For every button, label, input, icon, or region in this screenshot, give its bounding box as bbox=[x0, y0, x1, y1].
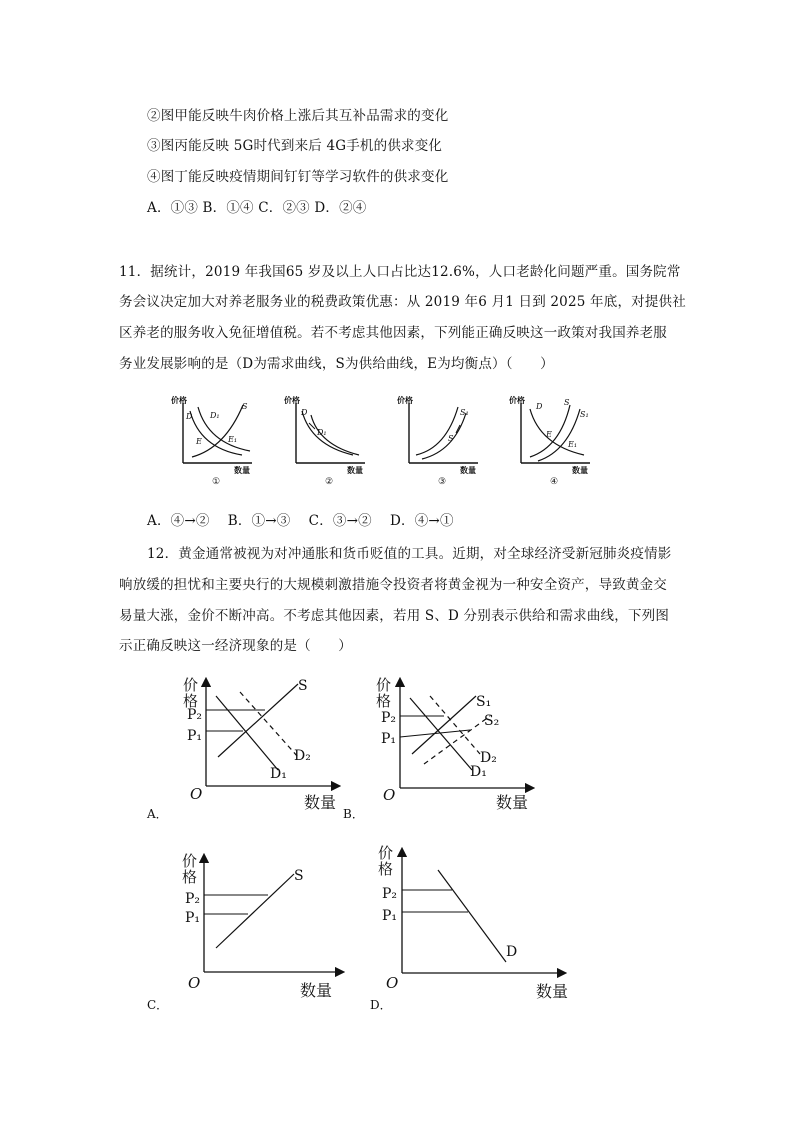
svg-text:P₁: P₁ bbox=[381, 731, 397, 747]
svg-text:D₁: D₁ bbox=[210, 411, 220, 420]
q12-choice-c: C． bbox=[147, 998, 169, 1012]
svg-text:E₁: E₁ bbox=[568, 440, 578, 449]
svg-text:格: 格 bbox=[182, 868, 198, 886]
svg-text:S: S bbox=[564, 398, 570, 407]
svg-text:S: S bbox=[294, 868, 304, 884]
q12-choice-d: D． bbox=[370, 998, 392, 1012]
svg-text:价: 价 bbox=[378, 844, 394, 862]
svg-text:S: S bbox=[448, 434, 454, 443]
svg-text:P₂: P₂ bbox=[187, 707, 203, 723]
svg-text:格: 格 bbox=[378, 860, 394, 878]
svg-text:价格: 价格 bbox=[509, 395, 525, 405]
svg-text:P₁: P₁ bbox=[185, 910, 201, 926]
q12-line-4: 示正确反映这一经济现象的是（ ） bbox=[119, 638, 352, 654]
q12-graph-d bbox=[376, 840, 576, 1000]
prev-option-2: ②图甲能反映牛肉价格上涨后其互补品需求的变化 bbox=[147, 108, 449, 124]
svg-text:数量: 数量 bbox=[572, 465, 588, 475]
svg-text:价: 价 bbox=[182, 852, 198, 870]
svg-text:格: 格 bbox=[183, 692, 199, 710]
svg-text:D: D bbox=[536, 402, 543, 411]
svg-text:D: D bbox=[301, 408, 308, 417]
svg-text:O: O bbox=[386, 974, 399, 992]
svg-text:S₁: S₁ bbox=[476, 694, 492, 710]
svg-text:数量: 数量 bbox=[234, 465, 250, 475]
q11-graph-3 bbox=[396, 393, 496, 487]
svg-text:D₂: D₂ bbox=[480, 750, 497, 766]
svg-text:O: O bbox=[383, 786, 396, 804]
q12-choice-a: A． bbox=[147, 807, 168, 821]
svg-text:D₁: D₁ bbox=[470, 764, 487, 780]
svg-text:价格: 价格 bbox=[171, 395, 187, 405]
svg-text:E: E bbox=[196, 437, 202, 446]
q11-choices: A．④→② B．①→③ C．③→② D．④→① bbox=[147, 513, 454, 529]
svg-text:数量: 数量 bbox=[300, 981, 333, 998]
q12-graph-b bbox=[372, 672, 552, 812]
svg-text:D: D bbox=[506, 944, 518, 960]
q12-line-1: 12．黄金通常被视为对冲通胀和货币贬值的工具。近期，对全球经济受新冠肺炎疫情影 bbox=[147, 546, 672, 562]
svg-text:O: O bbox=[188, 974, 201, 992]
svg-text:E₁: E₁ bbox=[228, 435, 238, 444]
q12-graph-a bbox=[180, 672, 360, 812]
q11-graph-2 bbox=[283, 393, 383, 487]
prev-choices: A．①③ B．①④ C．②③ D．②④ bbox=[147, 200, 367, 216]
svg-text:②: ② bbox=[325, 477, 334, 487]
svg-text:P₂: P₂ bbox=[381, 710, 397, 726]
svg-text:数量: 数量 bbox=[536, 982, 569, 1000]
svg-text:数量: 数量 bbox=[460, 465, 476, 475]
svg-text:S: S bbox=[242, 402, 248, 411]
svg-text:D₂: D₂ bbox=[294, 748, 311, 764]
q11-line-2: 务会议决定加大对养老服务业的税费政策优惠：从 2019 年6 月1 日到 2025 年底，对提供社 bbox=[119, 294, 686, 310]
q11-line-1: 11．据统计，2019 年我国65 岁及以上人口占比达12.6%，人口老龄化问题严重。国务院常 bbox=[119, 264, 681, 280]
q11-graph-4 bbox=[508, 393, 608, 487]
svg-text:S: S bbox=[298, 678, 308, 694]
svg-text:价: 价 bbox=[183, 676, 199, 694]
svg-text:P₂: P₂ bbox=[185, 891, 201, 907]
prev-option-4: ④图丁能反映疫情期间钉钉等学习软件的供求变化 bbox=[147, 169, 449, 185]
svg-text:④: ④ bbox=[550, 477, 559, 487]
q12-choice-b: B． bbox=[343, 807, 364, 821]
svg-text:S₁: S₁ bbox=[460, 408, 469, 417]
q11-line-4: 务业发展影响的是（D为需求曲线，S为供给曲线，E为均衡点）（ ） bbox=[119, 356, 554, 372]
svg-text:S₂: S₂ bbox=[484, 713, 500, 729]
q11-line-3: 区养老的服务收入免征增值税。若不考虑其他因素，下列能正确反映这一政策对我国养老服 bbox=[119, 325, 667, 341]
svg-text:S₁: S₁ bbox=[580, 410, 589, 419]
q12-line-3: 易量大涨，金价不断冲高。不考虑其他因素，若用 S、D 分别表示供给和需求曲线，下列图 bbox=[119, 608, 670, 624]
svg-text:价格: 价格 bbox=[284, 395, 300, 405]
svg-text:D₁: D₁ bbox=[317, 428, 327, 437]
prev-option-3: ③图丙能反映 5G时代到来后 4G手机的供求变化 bbox=[147, 138, 443, 154]
svg-text:①: ① bbox=[212, 477, 221, 487]
svg-text:数量: 数量 bbox=[496, 793, 529, 812]
q12-graph-c bbox=[180, 848, 360, 998]
svg-text:价: 价 bbox=[376, 676, 392, 694]
svg-text:E: E bbox=[546, 430, 552, 439]
svg-text:数量: 数量 bbox=[304, 793, 337, 812]
svg-text:P₂: P₂ bbox=[382, 886, 398, 902]
svg-text:数量: 数量 bbox=[347, 465, 363, 475]
svg-text:O: O bbox=[190, 785, 203, 803]
svg-text:D: D bbox=[186, 412, 193, 421]
svg-text:格: 格 bbox=[376, 692, 392, 710]
svg-text:③: ③ bbox=[438, 477, 447, 487]
svg-text:价格: 价格 bbox=[397, 395, 413, 405]
svg-text:P₁: P₁ bbox=[187, 728, 203, 744]
q11-graph-1 bbox=[170, 393, 270, 487]
q12-line-2: 响放缓的担忧和主要央行的大规模刺激措施令投资者将黄金视为一种安全资产，导致黄金交 bbox=[119, 577, 667, 593]
svg-text:D₁: D₁ bbox=[270, 766, 287, 782]
svg-text:P₁: P₁ bbox=[382, 908, 398, 924]
